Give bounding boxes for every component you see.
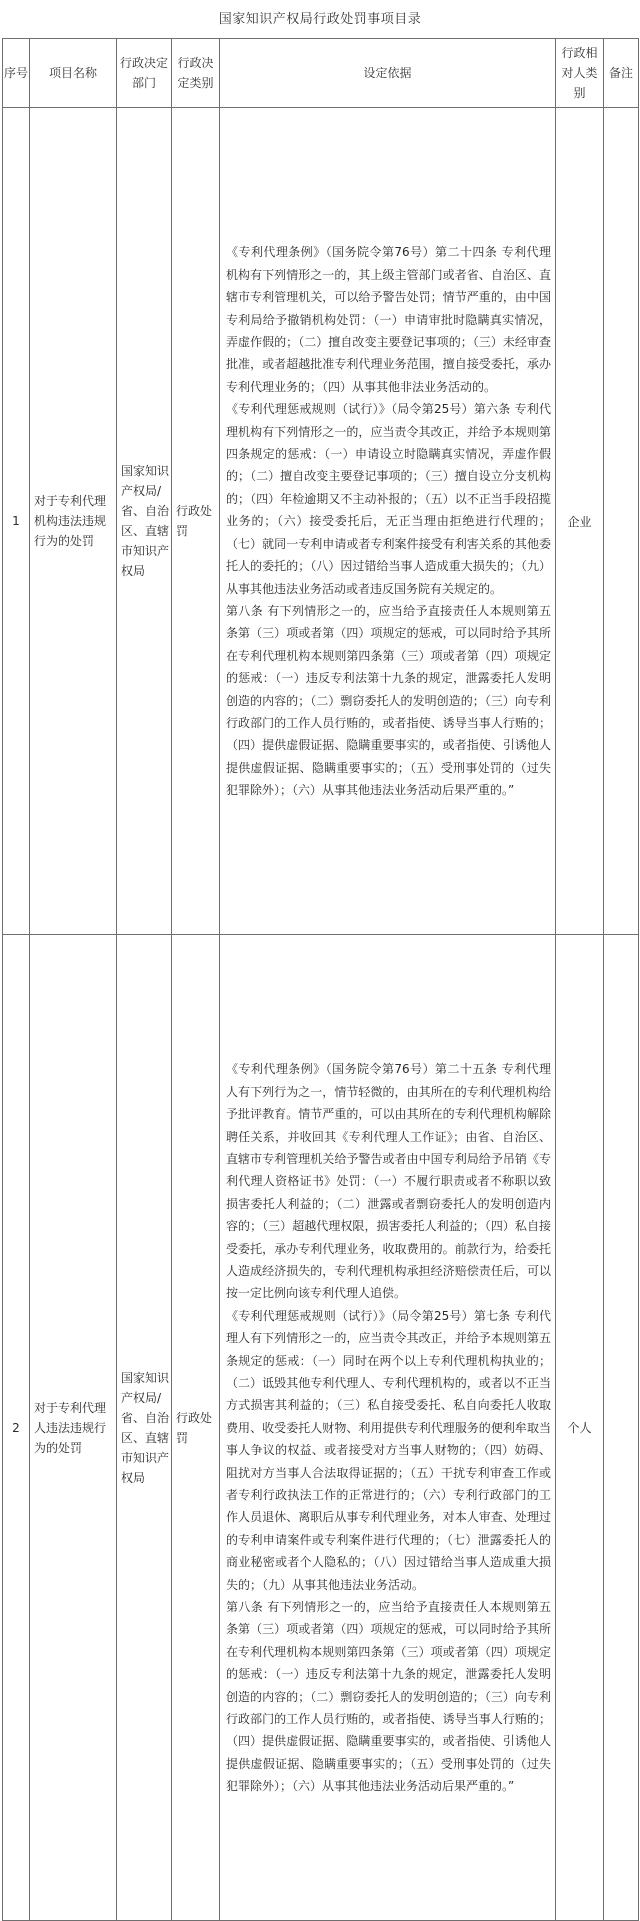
basis-paragraph: 《专利代理条例》（国务院令第76号）第二十五条 专利代理人有下列行为之一，情节轻微的，由其所在的专利代理机构给予批评教育。情节严重的，可以由其所在的专利代理机构解除聘任关系，并收回其《专利代理人工作证》；由省、自治区、直辖市专利管理机关给予警告或者由中国专利局给予吊销《专利代理人资格证书》处罚：（一）不履行职责或者不称职以致损害委托人利益的；（二）泄露或者剽窃委托人的发明创造内容的；（三）超越代理权限，损害委托人利益的；（四）私自接受委托，承办专利代理业务，收取费用的。前款行为，给委托人造成经济损失的，专利代理机构承担经济赔偿责任后，可以按一定比例向该专利代理人追偿。 <box>226 1062 551 1301</box>
row-no: 1 <box>3 108 30 935</box>
page-title: 国家知识产权局行政处罚事项目录 <box>218 12 422 27</box>
row-project-name: 对于专利代理机构违法违规行为的处罚 <box>30 108 117 935</box>
row-note <box>604 108 639 935</box>
header-decision-dept: 行政决定部门 <box>117 39 172 108</box>
row-legal-basis <box>220 108 556 935</box>
table-row <box>3 935 639 1921</box>
row-decision-dept: 国家知识产权局/省、自治区、直辖市知识产权局 <box>117 108 172 935</box>
row-decision-category: 行政处罚 <box>172 935 220 1921</box>
table-row <box>3 108 639 935</box>
header-legal-basis: 设定依据 <box>220 39 556 108</box>
table-header-row <box>3 39 639 108</box>
header-note: 备注 <box>604 39 639 108</box>
row-no: 2 <box>3 935 30 1921</box>
row-decision-dept: 国家知识产权局/省、自治区、直辖市知识产权局 <box>117 935 172 1921</box>
header-no: 序号 <box>3 39 30 108</box>
row-counterparty-type: 个人 <box>556 935 604 1921</box>
penalty-items-table <box>2 38 639 1921</box>
basis-paragraph: 《专利代理惩戒规则（试行）》（局令第25号）第七条 专利代理人有下列情形之一的，应当责令其改正，并给予本规则第五条规定的惩戒：（一）同时在两个以上专利代理机构执业的；（二）诋毁其他专利代理人、专利代理机构的，或者以不正当方式损害其利益的；（三）私自接受委托、私自向委托人收取费用、收受委托人财物、利用提供专利代理服务的便利牟取当事人争议的权益、或者接受对方当事人财物的；（四）妨碍、阻扰对方当事人合法取得证据的；（五）干扰专利审查工作或者专利行政执法工作的正常进行的；（六）专利行政部门的工作人员退休、离职后从事专利代理业务，对本人审查、处理过的专利申请案件或专利案件进行代理的；（七）泄露委托人的商业秘密或者个人隐私的；（八）因过错给当事人造成重大损失的；（九）从事其他违法业务活动。 <box>226 1308 551 1592</box>
row-legal-basis <box>220 935 556 1921</box>
row-decision-category: 行政处罚 <box>172 108 220 935</box>
header-project-name: 项目名称 <box>30 39 117 108</box>
row-note <box>604 935 639 1921</box>
basis-paragraph: 第八条 有下列情形之一的，应当给予直接责任人本规则第五条第（三）项或者第（四）项规定的惩戒，可以同时给予其所在专利代理机构本规则第四条第（三）项或者第（四）项规定的惩戒：（一）违反专利法第十九条的规定，泄露委托人发明创造的内容的；（二）剽窃委托人的发明创造的；（三）向专利行政部门的工作人员行贿的，或者指使、诱导当事人行贿的；（四）提供虚假证据、隐瞒重要事实的，或者指使、引诱他人提供虚假证据、隐瞒重要事实的；（五）受刑事处罚的（过失犯罪除外）；（六）从事其他违法业务活动后果严重的。” <box>226 603 551 798</box>
basis-paragraph: 《专利代理条例》（国务院令第76号）第二十四条 专利代理机构有下列情形之一的，其上级主管部门或者省、自治区、直辖市专利管理机关，可以给予警告处罚；情节严重的，由中国专利局给予撤销机构处罚：（一）申请审批时隐瞒真实情况，弄虚作假的；（二）擅自改变主要登记事项的；（三）未经审查批准，或者超越批准专利代理业务范围，擅自接受委托，承办专利代理业务的；（四）从事其他非法业务活动的。 <box>226 245 551 394</box>
header-decision-category: 行政决定类别 <box>172 39 220 108</box>
header-counterparty-type: 行政相对人类别 <box>556 39 604 108</box>
basis-paragraph: 《专利代理惩戒规则（试行）》（局令第25号）第六条 专利代理机构有下列情形之一的，应当责令其改正，并给予本规则第四条规定的惩戒：（一）申请设立时隐瞒真实情况，弄虚作假的；（二）擅自改变主要登记事项的；（三）擅自设立分支机构的；（四）年检逾期又不主动补报的；（五）以不正当手段招揽业务的；（六）接受委托后，无正当理由拒绝进行代理的；（七）就同一专利申请或者专利案件接受有利害关系的其他委托人的委托的；（八）因过错给当事人造成重大损失的；（九）从事其他违法业务活动或者违反国务院有关规定的。 <box>226 402 551 596</box>
row-counterparty-type: 企业 <box>556 108 604 935</box>
basis-paragraph: 第八条 有下列情形之一的，应当给予直接责任人本规则第五条第（三）项或者第（四）项规定的惩戒，可以同时给予其所在专利代理机构本规则第四条第（三）项或者第（四）项规定的惩戒：（一）违反专利法第十九条的规定，泄露委托人发明创造的内容的；（二）剽窃委托人的发明创造的；（三）向专利行政部门的工作人员行贿的，或者指使、诱导当事人行贿的；（四）提供虚假证据、隐瞒重要事实的，或者指使、引诱他人提供虚假证据、隐瞒重要事实的；（五）受刑事处罚的（过失犯罪除外）；（六）从事其他违法业务活动后果严重的。” <box>226 1600 551 1794</box>
row-project-name: 对于专利代理人违法违规行为的处罚 <box>30 935 117 1921</box>
